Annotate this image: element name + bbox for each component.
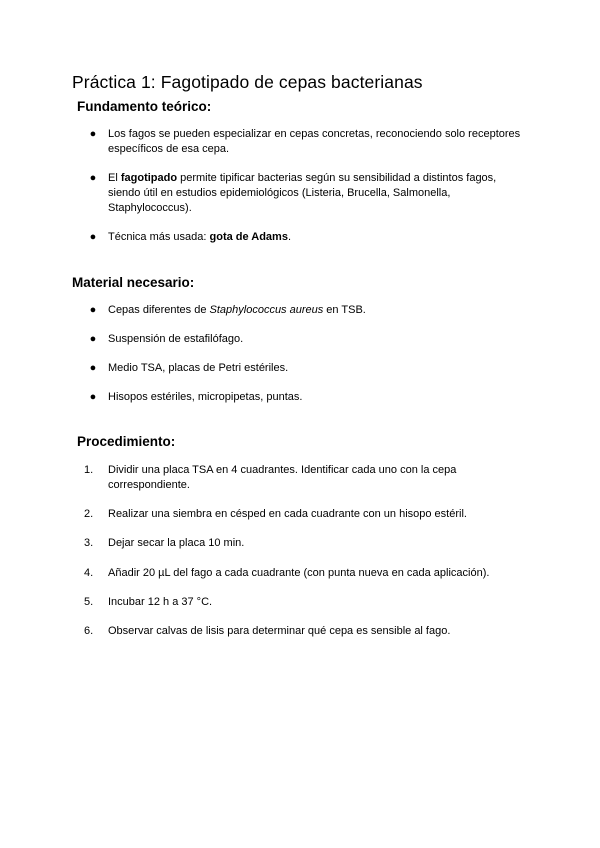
list-item	[89, 390, 528, 405]
list-item-text-post: .	[287, 231, 292, 243]
list-item	[89, 171, 528, 216]
list-item-text-post: en TSB.	[323, 304, 366, 316]
section-heading-procedimiento: Procedimiento:	[77, 434, 176, 449]
step-item	[84, 566, 528, 581]
list-item-text-bold: fagotipado	[120, 172, 178, 184]
list-item	[89, 127, 528, 157]
step-number: 4.	[84, 567, 94, 579]
list-item	[89, 303, 528, 318]
list-item	[89, 361, 528, 376]
step-item	[84, 463, 528, 493]
step-text: Incubar 12 h a 37 °C.	[108, 596, 213, 608]
list-item-text-pre: Técnica más usada:	[108, 231, 210, 243]
list-item-text-post: permite tipificar bacterias según su sensibilidad a distintos fagos, siendo útil en estudios epidemiológicos (Listeria, Brucella, Salmonella, Staphylococcus).	[108, 172, 497, 214]
list-item-text: Hisopos estériles, micropipetas, puntas.	[108, 391, 303, 403]
bullet-icon: ●	[89, 333, 97, 345]
step-text: Realizar una siembra en césped en cada cuadrante con un hisopo estéril.	[108, 508, 467, 520]
bullet-icon: ●	[89, 391, 97, 403]
bullet-icon: ●	[89, 362, 97, 374]
step-item	[84, 507, 528, 522]
bullet-icon: ●	[89, 304, 97, 316]
step-item	[84, 536, 528, 551]
step-text: Añadir 20 µL del fago a cada cuadrante (con punta nueva en cada aplicación).	[108, 567, 490, 579]
step-item	[84, 624, 528, 639]
list-item-text-italic: Staphylococcus aureus	[209, 304, 324, 316]
step-number: 5.	[84, 596, 94, 608]
step-number: 3.	[84, 537, 94, 549]
bullet-icon: ●	[89, 128, 97, 140]
step-text: Dejar secar la placa 10 min.	[108, 537, 245, 549]
list-item-text-pre: El	[108, 172, 121, 184]
list-item-text: Los fagos se pueden especializar en cepas concretas, reconociendo solo receptores específicos de esa cepa.	[108, 128, 521, 155]
list-item-text-pre: Cepas diferentes de	[108, 304, 210, 316]
list-item-text: Suspensión de estafilófago.	[108, 333, 244, 345]
list-item	[89, 332, 528, 347]
bullet-icon: ●	[89, 231, 97, 243]
step-number: 6.	[84, 625, 94, 637]
section-heading-fundamento: Fundamento teórico:	[77, 99, 212, 114]
step-item	[84, 595, 528, 610]
page-title: Práctica 1: Fagotipado de cepas bacterianas	[72, 72, 423, 92]
list-item-text-bold: gota de Adams	[209, 231, 288, 243]
section-heading-material: Material necesario:	[72, 275, 195, 290]
step-text: Observar calvas de lisis para determinar qué cepa es sensible al fago.	[108, 625, 451, 637]
list-item-text: Medio TSA, placas de Petri estériles.	[108, 362, 289, 374]
list-item	[89, 230, 528, 245]
step-number: 1.	[84, 464, 94, 476]
step-number: 2.	[84, 508, 94, 520]
bullet-icon: ●	[89, 172, 97, 184]
step-text: Dividir una placa TSA en 4 cuadrantes. Identificar cada uno con la cepa correspondiente.	[108, 464, 457, 491]
